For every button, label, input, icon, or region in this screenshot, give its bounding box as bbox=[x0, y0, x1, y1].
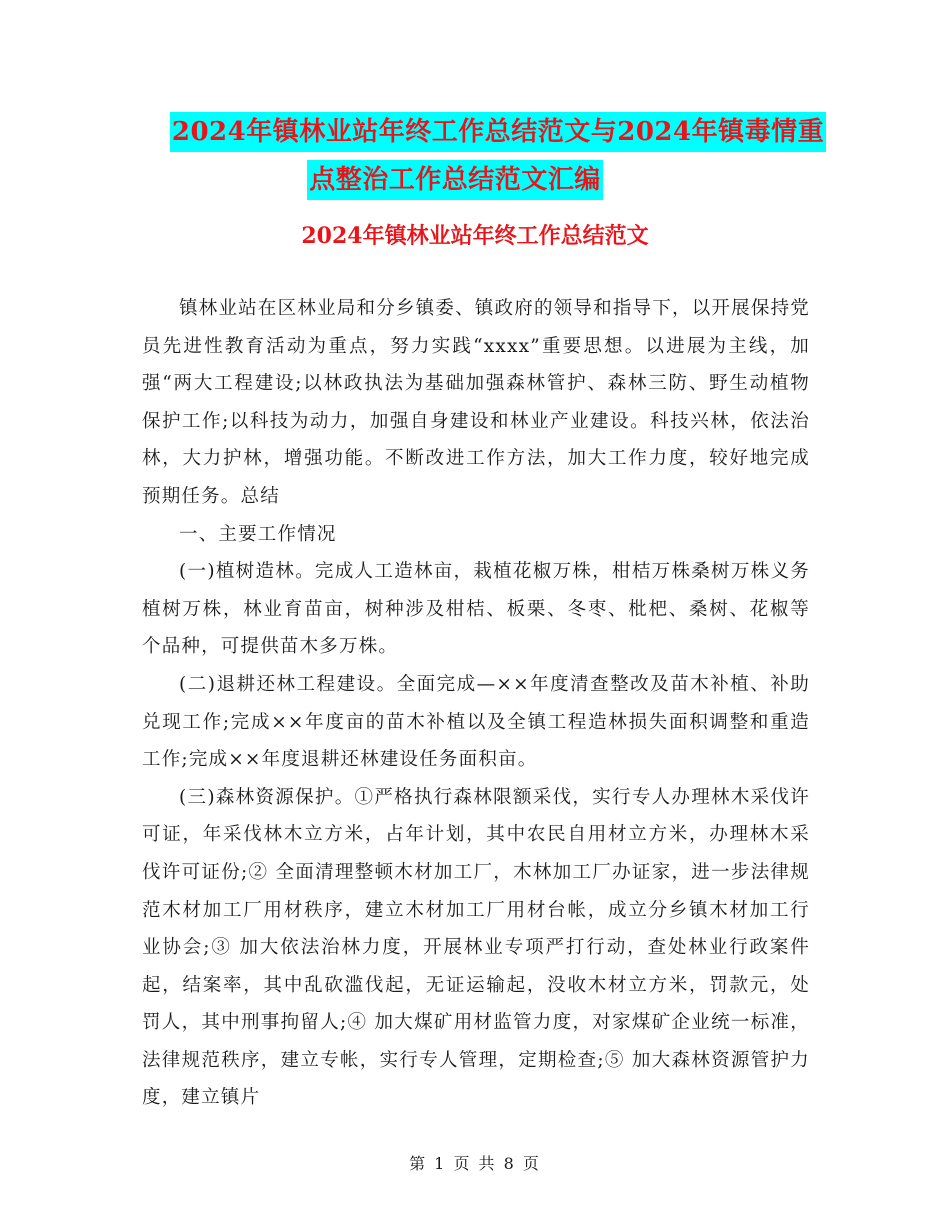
paragraph-intro: 镇林业站在区林业局和分乡镇委、镇政府的领导和指导下，以开展保持党员先进性教育活动为重点，努力实践“xxxx”重要思想。以进展为主线，加强“两大工程建设;以林政执法为基础加强森林管护、森林三防、野生动植物保护工作;以科技为动力，加强自身建设和林业产业建设。科技兴林，依法治林，大力护林，增强功能。不断改进工作方法，加大工作力度，较好地完成预期任务。总结 bbox=[142, 298, 810, 507]
document-title bbox=[0, 112, 950, 200]
paragraph-forest-protection: (三)森林资源保护。①严格执行森林限额采伐，实行专人办理林木采伐许可证，年采伐林木立方米，占年计划，其中农民自用材立方米，办理林木采伐许可证份;② 全面清理整顿木材加工厂，木林加工厂办证家，进一步法律规范木材加工厂用材秩序，建立木材加工厂用材台帐，成立分乡镇木材加工行业协会;③ 加大依法治林力度，开展林业专项严打行动，查处林业行政案件起，结案率，其中乱砍滥伐起，无证运输起，没收木材立方米，罚款元，处罚人，其中刑事拘留人;④ 加大煤矿用材监管力度，对家煤矿企业统一标准，法律规范秩序，建立专帐，实行专人管理，定期检查;⑤ 加大森林资源管护力度，建立镇片 bbox=[142, 786, 810, 1109]
title-line-1: 2024年镇林业站年终工作总结范文与2024年镇毒情重 bbox=[170, 112, 826, 152]
page-footer: 第 1 页 共 8 页 bbox=[409, 1154, 541, 1173]
paragraph-grain-for-green: (二)退耕还林工程建设。全面完成—××年度清查整改及苗木补植、补助兑现工作;完成××年度亩的苗木补植以及全镇工程造林损失面积调整和重造工作;完成××年度退耕还林建设任务面积亩。 bbox=[142, 673, 810, 771]
section-title: 2024年镇林业站年终工作总结范文 bbox=[301, 223, 649, 249]
title-line-2: 点整治工作总结范文汇编 bbox=[307, 160, 603, 200]
heading-main-work: 一、主要工作情况 bbox=[179, 523, 337, 545]
paragraph-afforestation: (一)植树造林。完成人工造林亩，栽植花椒万株，柑桔万株桑树万株义务植树万株，林业育苗亩，树种涉及柑桔、板栗、冬枣、枇杷、桑树、花椒等个品种，可提供苗木多万株。 bbox=[142, 561, 810, 658]
document-body bbox=[142, 290, 810, 1117]
